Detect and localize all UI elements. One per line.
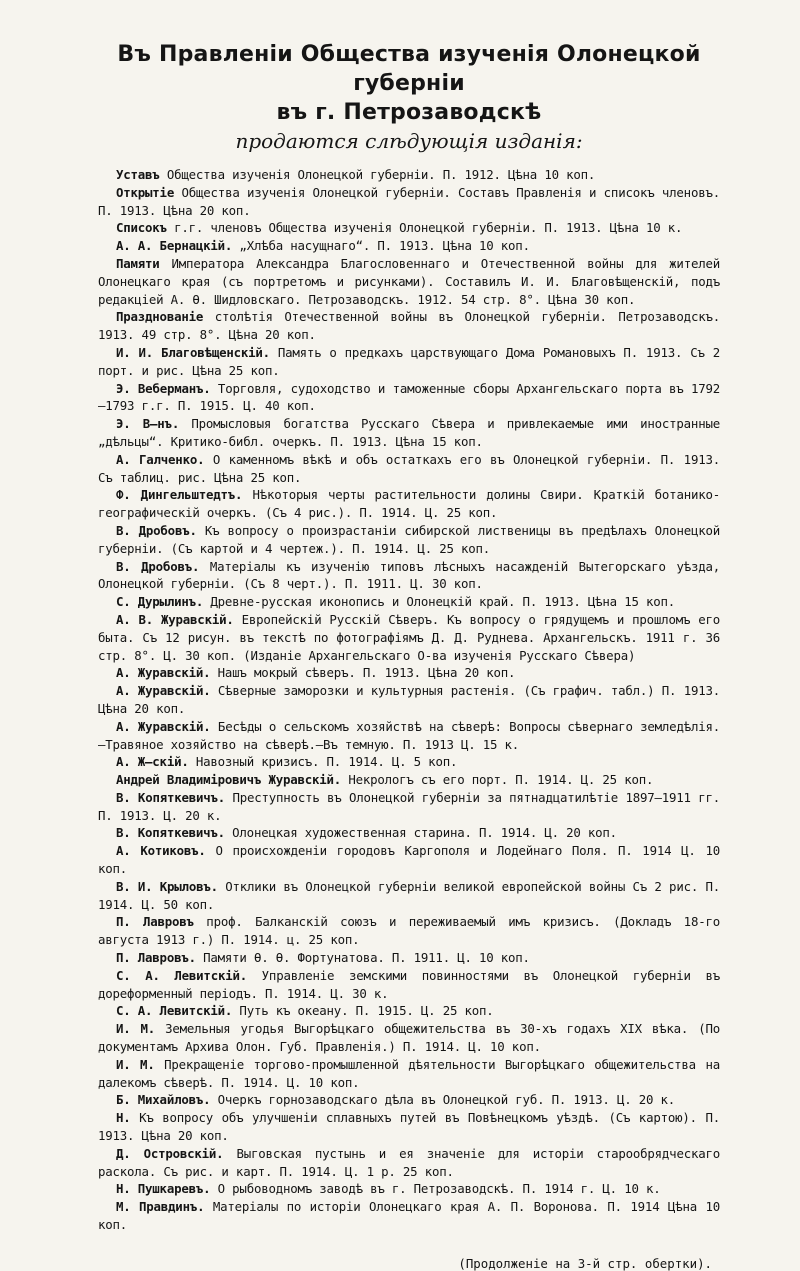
- publication-text: Земельныя угодья Выгорѣцкаго общежительства въ 30-хъ годахъ XIX вѣка. (По документамъ Архива Олон. Губ. Правленія.) П. 1914. Ц. 10 коп.: [98, 1021, 720, 1055]
- publication-text: Очеркъ горнозаводскаго дѣла въ Олонецкой губ. П. 1913. Ц. 20 к.: [210, 1092, 676, 1108]
- publication-text: Нѣкоторыя черты растительности долины Свири. Краткій ботанико-географическій очеркъ. (Съ 4 рис.). П. 1914. Ц. 25 коп.: [98, 487, 720, 521]
- publication-author: А. Котиковъ.: [116, 843, 206, 859]
- publication-author: М. Правдинъ.: [116, 1199, 205, 1215]
- publication-author: Открытіе: [116, 184, 175, 200]
- publication-text: Общества изученія Олонецкой губерніи. П. 1912. Цѣна 10 коп.: [159, 167, 596, 182]
- publication-author: Памяти: [116, 255, 160, 271]
- publication-author: И. И. Благовѣщенскій.: [116, 344, 270, 360]
- publication-entry: [98, 255, 720, 308]
- publication-author: В. Копяткевичъ.: [116, 825, 225, 841]
- title-line-2: въ г. Петрозаводскѣ: [276, 100, 542, 125]
- publication-text: Матеріалы по исторіи Олонецкаго края А. П. Воронова. П. 1914 Цѣна 10 коп.: [98, 1199, 720, 1233]
- publication-entry: [98, 753, 720, 771]
- publication-entry: [98, 415, 720, 451]
- publication-author: С. А. Левитскій.: [116, 1003, 233, 1019]
- publication-text: Управленіе земскими повинностями въ Олонецкой губерніи въ дореформенный періодъ. П. 1914. Ц. 30 к.: [98, 967, 720, 1001]
- publication-entry: [98, 593, 720, 611]
- publication-text: Европейскій Русскій Сѣверъ. Къ вопросу о грядущемъ и прошломъ его быта. Съ 12 рисун. въ текстѣ по фотографіямъ Д. Д. Руднева. Архангельскъ. 1911 г. 36 стр. 8°. Ц. 30 коп. (Изданіе Архангельскаго О-ва изученія Русскаго Сѣвера): [98, 611, 720, 663]
- publication-entry: [98, 522, 720, 558]
- publication-text: Къ вопросу о произрастаніи сибирской лиственицы въ предѣлахъ Олонецкой губерніи. (Съ картой и 4 чертеж.). П. 1914. Ц. 25 коп.: [98, 522, 720, 556]
- publication-text: Сѣверные заморозки и культурныя растенія. (Съ графич. табл.) П. 1913. Цѣна 20 коп.: [98, 683, 720, 716]
- publication-entry: [98, 824, 720, 842]
- publication-author: А. Журавскій.: [116, 718, 211, 734]
- publication-author: С. А. Левитскій.: [116, 967, 247, 983]
- publication-author: А. Галченко.: [116, 451, 205, 467]
- publication-entry: [98, 237, 720, 255]
- page-title: [98, 40, 720, 127]
- publication-entry: [98, 718, 720, 754]
- publication-entry: [98, 166, 720, 184]
- publication-author: В. И. Крыловъ.: [116, 878, 218, 894]
- publication-entry: [98, 771, 720, 789]
- publication-author: Н. Пушкаревъ.: [116, 1181, 211, 1197]
- publication-author: И. М.: [116, 1056, 155, 1072]
- publication-author: В. Дробовъ.: [116, 522, 197, 538]
- publication-entry: [98, 486, 720, 522]
- title-line-1: Въ Правленіи Общества изученія Олонецкой губерніи: [117, 42, 701, 96]
- publication-text: Императора Александра Благословеннаго и Отечественной войны для жителей Олонецкаго края (съ портретомъ и рисунками). Составилъ И. И. Благовѣщенскій, подъ редакціей А. Ѳ. Шидловскаго. Петрозаводскъ. 1912. 54 стр. 8°. Цѣна 30 коп.: [98, 255, 720, 307]
- publication-author: А. Журавскій.: [116, 665, 211, 681]
- publication-text: Бесѣды о сельскомъ хозяйствѣ на сѣверѣ: Вопросы сѣвернаго земледѣлія.—Травяное хозяйство на сѣверѣ.—Въ темную. П. 1913 Ц. 15 к.: [98, 718, 720, 752]
- publication-text: Олонецкая художественная старина. П. 1914. Ц. 20 коп.: [224, 825, 617, 841]
- publication-text: Памяти Ѳ. Ѳ. Фортунатова. П. 1911. Ц. 10 коп.: [195, 950, 530, 966]
- publication-author: Б. Михайловъ.: [116, 1092, 211, 1108]
- publication-entry: [98, 1198, 720, 1234]
- publication-entry: [98, 1020, 720, 1056]
- publication-author: Э. Веберманъ.: [116, 380, 211, 396]
- continuation-note: (Продолженіе на 3-й стр. обертки).: [458, 1255, 712, 1271]
- publication-author: Андрей Владиміровичъ Журавскій.: [116, 772, 342, 788]
- publication-entry: [98, 184, 720, 220]
- publication-author: С. Дурылинъ.: [116, 594, 204, 610]
- publication-author: Ф. Дингельштедтъ.: [116, 487, 243, 503]
- publication-entry: [98, 682, 720, 718]
- publication-text: О рыбоводномъ заводѣ въ г. Петрозаводскѣ. П. 1914 г. Ц. 10 к.: [210, 1181, 661, 1197]
- publication-author: П. Лавровъ: [116, 914, 194, 930]
- publication-text: Преступность въ Олонецкой губерніи за пятнадцатилѣтіе 1897—1911 гг. П. 1913. Ц. 20 к.: [98, 789, 720, 823]
- publication-author: Э. В—нъ.: [116, 416, 180, 432]
- publication-entry: [98, 949, 720, 967]
- publication-author: В. Дробовъ.: [116, 558, 200, 574]
- publication-entry: [98, 611, 720, 664]
- publication-entry: [98, 878, 720, 914]
- publication-author: П. Лавровъ.: [116, 950, 196, 966]
- publication-entry: [98, 1180, 720, 1198]
- publication-entry: [98, 1109, 720, 1145]
- publication-entry: [98, 967, 720, 1003]
- publication-text: Путь къ океану. П. 1915. Ц. 25 коп.: [232, 1003, 494, 1019]
- publication-author: В. Копяткевичъ.: [116, 789, 226, 805]
- publication-entry: [98, 344, 720, 380]
- publication-text: Древне-русская иконопись и Олонецкій край. П. 1913. Цѣна 15 коп.: [203, 594, 676, 610]
- publication-entry: [98, 1056, 720, 1092]
- publication-text: Отклики въ Олонецкой губерніи великой европейской войны Съ 2 рис. П. 1914. Ц. 50 коп.: [98, 878, 720, 912]
- publication-author: Н.: [116, 1110, 131, 1126]
- publication-text: Общества изученія Олонецкой губерніи. Составъ Правленія и списокъ членовъ. П. 1913. Цѣна 20 коп.: [98, 184, 720, 218]
- publication-entry: [98, 1002, 720, 1020]
- publication-text: Матеріалы къ изученію типовъ лѣсныхъ насажденій Вытегорскаго уѣзда, Олонецкой губерніи. (Съ 8 черт.). П. 1911. Ц. 30 коп.: [98, 558, 720, 592]
- publication-text: Нашъ мокрый сѣверъ. П. 1913. Цѣна 20 коп.: [210, 665, 516, 681]
- publication-author: А. Ж—скій.: [116, 754, 189, 770]
- publication-text: О происхожденіи городовъ Каргополя и Лодейнаго Поля. П. 1914 Ц. 10 коп.: [98, 843, 720, 877]
- publication-text: Прекращеніе торгово-промышленной дѣятельности Выгорѣцкаго общежительства на далекомъ сѣверѣ. П. 1914. Ц. 10 коп.: [98, 1056, 720, 1090]
- publication-entry: [98, 664, 720, 682]
- publication-text: Некрологъ съ его порт. П. 1914. Ц. 25 коп.: [341, 772, 654, 788]
- page-subtitle: продаются слѣдующія изданія:: [235, 129, 583, 153]
- publication-text: Промысловыя богатства Русскаго Сѣвера и привлекаемые ими иностранные „дѣльцы“. Критико-библ. очеркъ. П. 1913. Цѣна 15 коп.: [98, 416, 720, 449]
- publication-author: И. М.: [116, 1021, 156, 1037]
- publication-text: Память о предкахъ царствующаго Дома Романовыхъ П. 1913. Съ 2 порт. и рис. Цѣна 25 коп.: [98, 344, 720, 378]
- publication-text: г.г. членовъ Общества изученія Олонецкой губерніи. П. 1913. Цѣна 10 к.: [166, 220, 683, 236]
- publication-text: столѣтія Отечественной войны въ Олонецкой губерніи. Петрозаводскъ. 1913. 49 стр. 8°. Цѣна 20 коп.: [98, 309, 720, 343]
- publication-text: Выговская пустынь и ея значеніе для исторіи старообрядческаго раскола. Съ рис. и карт. П. 1914. Ц. 1 р. 25 коп.: [98, 1145, 721, 1179]
- publication-author: Уставъ: [116, 167, 160, 182]
- publication-author: Празднованіе: [116, 309, 204, 325]
- publication-text: Торговля, судоходство и таможенные сборы Архангельскаго порта въ 1792—1793 г.г. П. 1915. Ц. 40 коп.: [98, 380, 720, 414]
- publication-author: Д. Островскій.: [116, 1145, 224, 1161]
- publication-author: Списокъ: [116, 220, 167, 236]
- publication-text: проф. Балканскій союзъ и переживаемый имъ кризисъ. (Докладъ 18-го августа 1913 г.) П. 1914. ц. 25 коп.: [98, 914, 720, 948]
- publication-entry: [98, 913, 720, 949]
- publication-entry: [98, 842, 720, 878]
- publication-entry: [98, 789, 720, 825]
- publication-author: А. В. Журавскій.: [116, 611, 234, 627]
- publication-author: А. Журавскій.: [116, 683, 211, 699]
- publication-entry: [98, 380, 720, 416]
- publication-text: О каменномъ вѣкѣ и объ остаткахъ его въ Олонецкой губерніи. П. 1913. Съ таблиц. рис. Цѣна 25 коп.: [98, 451, 720, 485]
- publication-text: Навозный кризисъ. П. 1914. Ц. 5 коп.: [188, 754, 458, 770]
- publication-author: А. А. Бернацкій.: [116, 238, 233, 254]
- publication-entry: [98, 558, 720, 594]
- publication-text: Къ вопросу объ улучшеніи сплавныхъ путей въ Повѣнецкомъ уѣздѣ. (Съ картою). П. 1913. Цѣна 20 коп.: [98, 1110, 720, 1144]
- publication-list: [98, 166, 720, 1234]
- publication-entry: [98, 451, 720, 487]
- publication-entry: [98, 1145, 720, 1181]
- publication-entry: [98, 1091, 720, 1109]
- publication-entry: [98, 219, 720, 237]
- publication-text: „Хлѣба насущнаго“. П. 1913. Цѣна 10 коп.: [232, 238, 530, 254]
- publication-entry: [98, 308, 720, 344]
